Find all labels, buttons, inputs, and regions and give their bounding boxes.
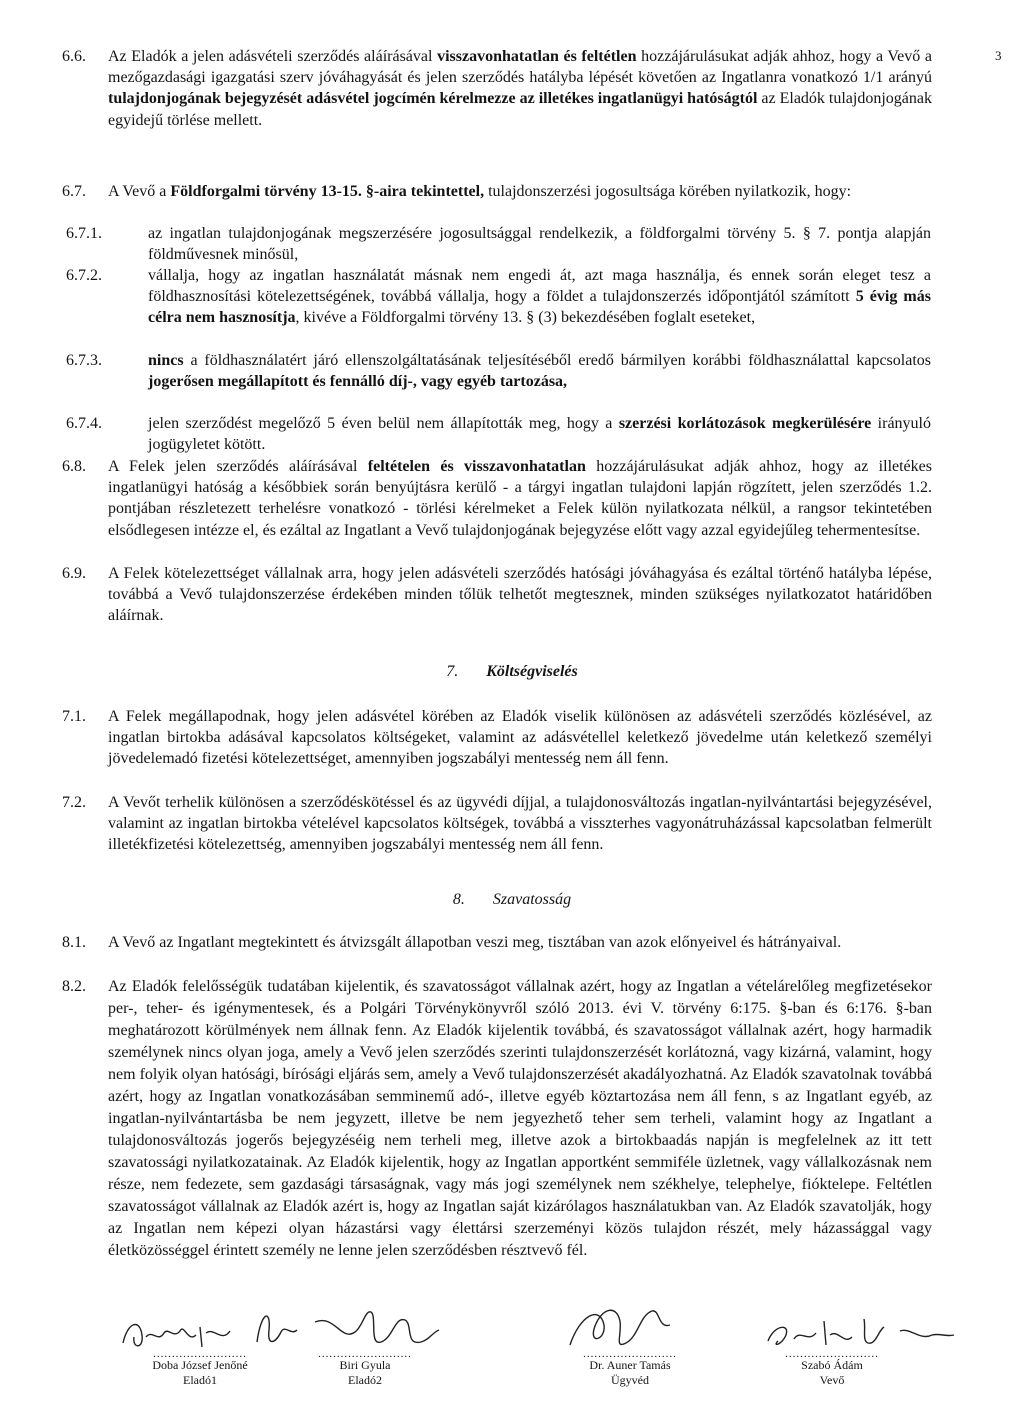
clause-number: 8.1. bbox=[62, 934, 86, 951]
signature-eladó2 bbox=[245, 1302, 445, 1354]
clause-text: A Felek megállapodnak, hogy jelen adásvétel körében az Eladók viselik különösen az adásvételi szerződés közlésével, az ingatlan birtokba adásával kapcsolatos költségeket, valamint az adásvétellel keletkező jövedelme után keletkező személyi jövedelemadó fizetési kötelezettséget, amennyiben jogszabályi mentesség nem áll fenn. bbox=[108, 708, 932, 768]
signatory-vevo: ......................... Szabó Ádám Vevő bbox=[772, 1350, 892, 1388]
clause-text: jelen szerződést megelőző 5 éven belül nem állapították meg, hogy a szerzési korlátozások megkerülésére irányuló jogügyletet kötött. bbox=[148, 415, 931, 454]
section-number: 7. bbox=[446, 663, 459, 680]
clause-text: az ingatlan tulajdonjogának megszerzésére jogosultsággal rendelkezik, a földforgalmi törvény 5. § 7. pontja alapján földművesnek minősül, bbox=[148, 225, 931, 264]
clause-number: 7.2. bbox=[62, 794, 86, 811]
clause-6-7-1 bbox=[66, 223, 931, 265]
clause-text: A Felek kötelezettséget vállalnak arra, hogy jelen adásvételi szerződés hatósági jóváhagyása és ezáltal történő hatályba lépése, továbbá a Vevő tulajdonszerzése érdekében minden tőlük telhetőt megtesznek, minden szükséges nyilatkozatot határidőben aláírnak. bbox=[108, 565, 932, 625]
section-number: 8. bbox=[452, 891, 465, 908]
clause-number: 6.9. bbox=[62, 565, 86, 582]
signatory-name: Biri Gyula bbox=[339, 1358, 391, 1372]
section-title: Szavatosság bbox=[492, 891, 572, 908]
clause-7-1 bbox=[62, 706, 932, 770]
clause-6-7-3 bbox=[66, 350, 931, 392]
clause-text: vállalja, hogy az ingatlan használatát másnak nem engedi át, azt maga használja, és ennek során eleget tesz a földhasznosítási kötelezettségének, továbbá vállalja, hogy a földet a tulajdonszerzés időpontjától számított 5 évig más célra nem hasznosítja, kivéve a Földforgalmi törvény 13. § (3) bekezdésében foglalt eseteket, bbox=[148, 267, 931, 327]
clause-text: Az Eladók a jelen adásvételi szerződés aláírásával visszavonhatatlan és feltétlen hozzájárulásukat adják ahhoz, hogy a Vevő a mezőgazdasági igazgatási szerv jóváhagyását és jelen szerződés hatályba lépését követően az Ingatlanra vonatkozó 1/1 arányú tulajdonjogának bejegyzését adásvétel jogcímén kérelmezze az illetékes ingatlanügyi hatóságtól az Eladók tulajdonjogának egyidejű törlése mellett. bbox=[108, 48, 932, 129]
signature-eladó1 bbox=[118, 1313, 238, 1353]
signatory-eladó1: ......................... Doba József Jenőné Eladó1 bbox=[140, 1350, 260, 1388]
clause-7-2 bbox=[62, 792, 932, 856]
clause-8-2 bbox=[62, 976, 932, 1262]
page-number: 3 bbox=[995, 48, 1002, 63]
clause-text: A Vevőt terhelik különösen a szerződéskötéssel és az ügyvédi díjjal, a tulajdonosváltozás ingatlan-nyilvántartási bejegyzésével, valamint az ingatlan birtokba vételével kapcsolatos költségek, továbbá a visszterhes vagyonátruházással kapcsolatban felmerült illetékfizetési kötelezettség, amennyiben jogszabályi mentesség nem áll fenn. bbox=[108, 794, 932, 854]
clause-number: 7.1. bbox=[62, 708, 86, 725]
clause-number: 6.7.3. bbox=[66, 352, 102, 369]
clause-8-1 bbox=[62, 932, 932, 953]
signatory-role: Eladó1 bbox=[183, 1373, 217, 1387]
signatory-role: Ügyvéd bbox=[611, 1373, 649, 1387]
clause-number: 6.7.2. bbox=[66, 267, 102, 284]
clause-6-8 bbox=[62, 456, 932, 541]
clause-6-7-4 bbox=[66, 413, 931, 455]
clause-text: A Felek jelen szerződés aláírásával feltételen és visszavonhatatlan hozzájárulásukat adják ahhoz, hogy az illetékes ingatlanügyi hatóság a későbbiek során benyújtásra kerülő - a tárgyi ingatlan tulajdoni lapján rögzített, jelen szerződés 1.2. pontjában részletezett terhelésre vonatkozó - törlési kérelmeket a Felek külön nyilatkozata nélkül, a rangsor tekintetében elsődlegesen intézze el, és ezáltal az Ingatlant a Vevő tulajdonjogának bejegyzése előtt vagy azzal egyidejűleg tehermentesítse. bbox=[108, 458, 932, 539]
clause-text: nincs a földhasználatért járó ellenszolgáltatásának teljesítéséből eredő bármilyen korábbi földhasználattal kapcsolatos jogerősen megállapított és fennálló díj-, vagy egyéb tartozása, bbox=[148, 352, 931, 391]
signatory-ugyved: ......................... Dr. Auner Tamás Ügyvéd bbox=[570, 1350, 690, 1388]
signatory-name: Doba József Jenőné bbox=[152, 1358, 248, 1372]
clause-text: A Vevő a Földforgalmi törvény 13-15. §-aira tekintettel, tulajdonszerzési jogosultsága körében nyilatkozik, hogy: bbox=[108, 183, 852, 200]
clause-6-7 bbox=[62, 181, 932, 202]
clause-text: A Vevő az Ingatlant megtekintett és átvizsgált állapotban veszi meg, tisztában van azok előnyeivel és hátrányaival. bbox=[108, 934, 842, 951]
clause-6-6 bbox=[62, 46, 932, 131]
clause-number: 8.2. bbox=[62, 978, 86, 995]
clause-6-9 bbox=[62, 563, 932, 627]
signatory-eladó2: ......................... Biri Gyula Eladó2 bbox=[305, 1350, 425, 1388]
signatory-name: Dr. Auner Tamás bbox=[589, 1358, 671, 1372]
clause-number: 6.7.1. bbox=[66, 225, 102, 242]
clause-number: 6.7.4. bbox=[66, 415, 102, 432]
signatory-name: Szabó Ádám bbox=[801, 1358, 863, 1372]
section-heading-7 bbox=[0, 663, 1024, 681]
clause-number: 6.8. bbox=[62, 458, 86, 475]
clause-number: 6.7. bbox=[62, 183, 86, 200]
signatory-role: Vevő bbox=[819, 1373, 845, 1387]
section-heading-8 bbox=[0, 891, 1024, 909]
clause-number: 6.6. bbox=[62, 48, 86, 65]
signature-ugyved bbox=[560, 1295, 680, 1355]
clause-6-7-2 bbox=[66, 265, 931, 329]
section-title: Költségviselés bbox=[486, 663, 578, 680]
clause-text: Az Eladók felelősségük tudatában kijelentik, és szavatosságot vállalnak azért, hogy az Ingatlan a vételárelőleg megfizetésekor per-, teher- és igénymentesek, és a Polgári Törvénykönyvről szóló 2013. évi V. törvény 6:175. §-ban és 6:176. §-ban meghatározott körülmények nem állnak fenn. Az Eladók kijelentik továbbá, és szavatosságot vállalnak azért, hogy harmadik személynek nincs olyan joga, amely a Vevő jelen szerződés szerinti tulajdonszerzését korlátozná, vagy kizárná, valamint, hogy nem folyik olyan hatósági, bírósági eljárás sem, amely a Vevő tulajdonszerzését akadályozhatná. Az Eladók szavatolnak továbbá azért, hogy az Ingatlan vonatkozásában semminemű adó-, illetve egyéb köztartozása nem áll fenn, s az Ingatlant egyéb, az ingatlan-nyilvántartásba be nem jegyzett, illetve be nem jegyezhető teher sem terheli, valamint hogy az Ingatlant a tulajdonosváltozás jogerős bejegyzéséig nem terheli meg, illetve azok a birtokbaadás napján is megfelelnek az itt tett szavatossági nyilatkozatainak. Az Eladók kijelentik, hogy az Ingatlan apportként semmiféle üzletnek, vagy vállalkozásnak nem része, nem fedezete, sem gazdasági társaságnak, vagy más jogi személynek nem székhelye, telephelye, fióktelepe. Feltétlen szavatosságot vállalnak az Eladók azért is, hogy az Ingatlan saját kizárólagos használatukban van. Az Eladók szavatolják, hogy az Ingatlan nem képezi olyan házastársi vagy élettársi szerzeményi közös tulajdon részét, mely házassággal vagy életközösséggel érintett személy ne lenne jelen szerződésben résztvevő fél. bbox=[108, 978, 932, 1259]
signatory-role: Eladó2 bbox=[348, 1373, 382, 1387]
